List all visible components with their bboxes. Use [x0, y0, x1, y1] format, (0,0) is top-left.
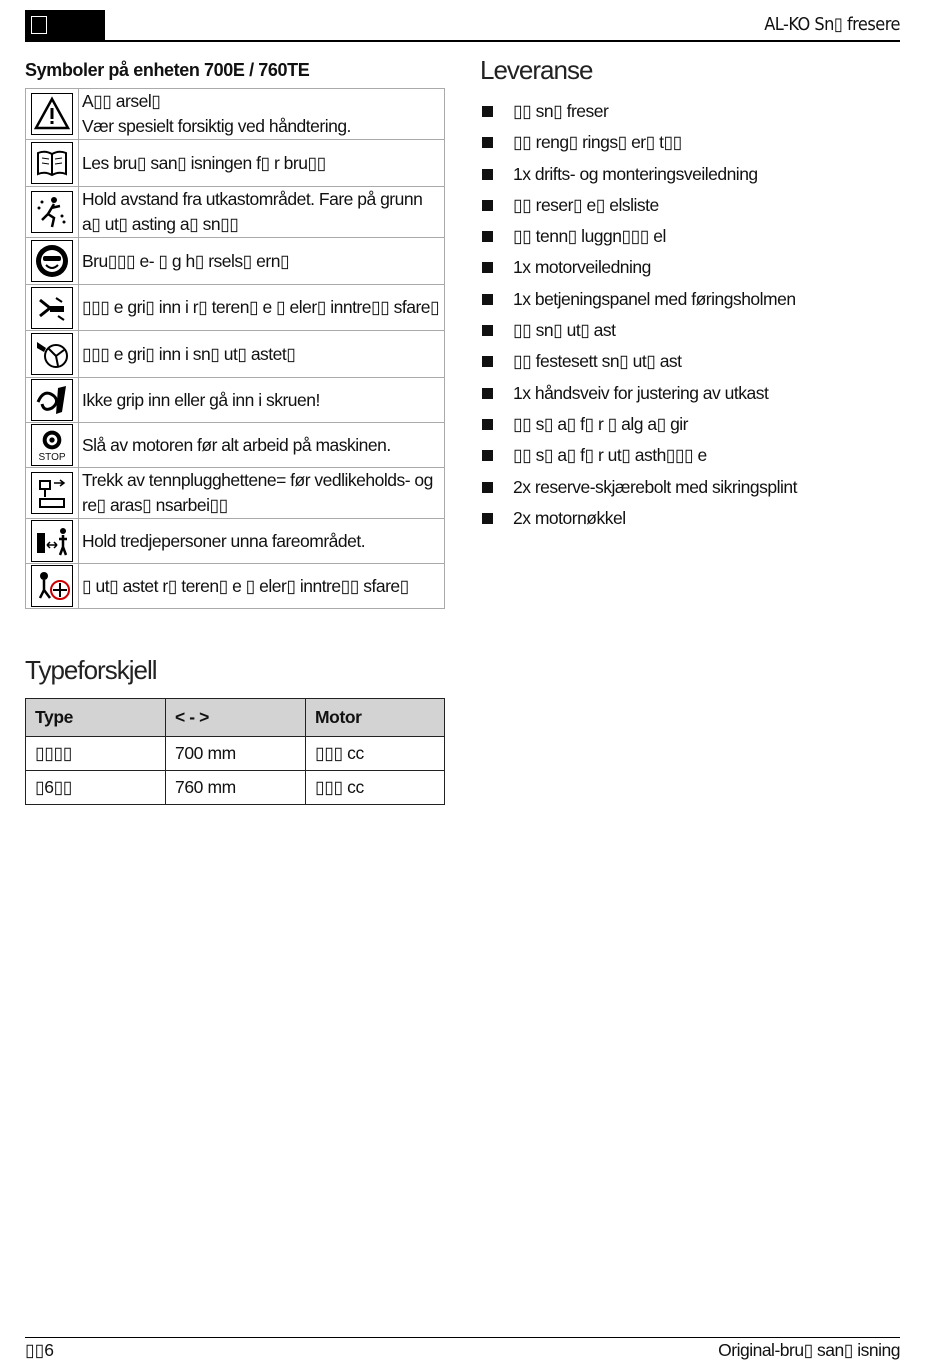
chute-hand-hazard-icon	[31, 333, 73, 375]
table-header-row	[26, 699, 445, 737]
square-bullet-icon	[482, 262, 493, 273]
square-bullet-icon	[482, 356, 493, 367]
list-item	[480, 253, 900, 284]
header-title: AL-KO Sn▯ fresere	[764, 14, 900, 35]
list-item	[480, 316, 900, 347]
symbol-text: ▯ ut▯ astet r▯ teren▯ e ▯ eler▯ inntre▯▯ sfare▯	[82, 575, 409, 596]
rotor-hazard-icon	[31, 287, 73, 329]
symbol-text: Ikke grip inn eller gå inn i skruen!	[82, 389, 320, 410]
list-item	[480, 285, 900, 316]
list-item	[480, 473, 900, 504]
list-item-text: ▯▯ reser▯ e▯ elsliste	[513, 194, 659, 215]
keep-distance-icon	[31, 520, 73, 562]
table-cell: 760 mm	[166, 771, 306, 805]
table-cell: ▯6▯▯	[26, 771, 166, 805]
list-item	[480, 441, 900, 472]
table-cell: ▯▯▯ cc	[306, 737, 445, 771]
header-square-icon	[31, 16, 47, 34]
page-number: ▯▯6	[25, 1340, 54, 1360]
header-rule	[25, 40, 900, 42]
symbol-text: A▯▯ arsel▯	[82, 91, 161, 111]
table-row	[26, 771, 445, 805]
symbol-text: Trekk av tennplugghettene= før vedlikeholds- og	[82, 470, 433, 490]
symbol-text: Slå av motoren før alt arbeid på maskinen.	[82, 434, 391, 455]
symbol-row	[26, 238, 445, 285]
symbol-row	[26, 331, 445, 378]
list-item-text: ▯▯ festesett sn▯ ut▯ ast	[513, 351, 682, 372]
square-bullet-icon	[482, 482, 493, 493]
list-item-text: 2x reserve-skjærebolt med sikringsplint	[513, 476, 797, 497]
square-bullet-icon	[482, 388, 493, 399]
symbol-row	[26, 468, 445, 519]
symbol-text: Hold tredjepersoner unna fareområdet.	[82, 530, 366, 551]
symbol-text: Vær spesielt forsiktig ved håndtering.	[82, 116, 351, 136]
table-row	[26, 737, 445, 771]
symbol-row	[26, 187, 445, 238]
warning-triangle-icon	[31, 93, 73, 135]
table-cell: 700 mm	[166, 737, 306, 771]
list-item	[480, 191, 900, 222]
column-header: Motor	[306, 699, 445, 737]
list-item-text: ▯▯ sn▯ ut▯ ast	[513, 320, 616, 341]
symbol-row	[26, 423, 445, 468]
footer-rule	[25, 1337, 900, 1338]
list-item	[480, 504, 900, 535]
ejected-rotor-hazard-icon	[31, 565, 73, 607]
list-item-text: 1x drifts- og monteringsveiledning	[513, 163, 758, 184]
eye-ear-protection-icon	[31, 240, 73, 282]
square-bullet-icon	[482, 513, 493, 524]
square-bullet-icon	[482, 200, 493, 211]
symbol-text: Les bru▯ san▯ isningen f▯ r bru▯▯	[82, 152, 326, 173]
symbol-row	[26, 378, 445, 423]
list-item-text: ▯▯ tenn▯ luggn▯▯▯ el	[513, 226, 666, 247]
list-item-text: 1x betjeningspanel med føringsholmen	[513, 288, 796, 309]
footer-title: Original-bru▯ san▯ isning	[718, 1340, 900, 1360]
symbol-text: re▯ aras▯ nsarbei▯▯	[82, 495, 228, 515]
symbol-row	[26, 89, 445, 140]
symbol-row	[26, 285, 445, 331]
symbol-text: Hold avstand fra utkastområdet. Fare på grunn	[82, 189, 423, 209]
delivery-list	[480, 97, 900, 535]
square-bullet-icon	[482, 231, 493, 242]
list-item-text: ▯▯ sn▯ freser	[513, 101, 609, 121]
list-item	[480, 97, 900, 128]
square-bullet-icon	[482, 325, 493, 336]
column-header: Type	[26, 699, 166, 737]
delivery-heading: Leveranse	[480, 55, 593, 85]
stop-engine-icon	[31, 424, 73, 466]
list-item	[480, 160, 900, 191]
list-item	[480, 379, 900, 410]
square-bullet-icon	[482, 137, 493, 148]
column-header: < - >	[166, 699, 306, 737]
table-cell: ▯▯▯ cc	[306, 771, 445, 805]
square-bullet-icon	[482, 294, 493, 305]
list-item	[480, 128, 900, 159]
types-heading: Typeforskjell	[25, 655, 157, 685]
symbol-row	[26, 564, 445, 609]
symbol-text: ▯▯▯ e gri▯ inn i r▯ teren▯ e ▯ eler▯ inntre▯▯ sfare▯	[82, 297, 440, 317]
list-item-text: ▯▯ s▯ a▯ f▯ r ut▯ asth▯▯▯ e	[513, 445, 707, 466]
symbol-text: Bru▯▯▯ e- ▯ g h▯ rsels▯ ern▯	[82, 250, 290, 271]
symbol-row	[26, 519, 445, 564]
list-item	[480, 347, 900, 378]
table-cell: ▯▯▯▯	[26, 737, 166, 771]
symbol-text: a▯ ut▯ asting a▯ sn▯▯	[82, 214, 239, 234]
list-item-text: 1x håndsveiv for justering av utkast	[513, 382, 769, 403]
square-bullet-icon	[482, 106, 493, 117]
square-bullet-icon	[482, 419, 493, 430]
list-item-text: ▯▯ s▯ a▯ f▯ r ▯ alg a▯ gir	[513, 413, 689, 434]
list-item-text: 1x motorveiledning	[513, 257, 651, 278]
list-item	[480, 222, 900, 253]
square-bullet-icon	[482, 450, 493, 461]
types-table	[25, 698, 445, 805]
list-item	[480, 410, 900, 441]
spark-plug-icon	[31, 472, 73, 514]
list-item-text: ▯▯ reng▯ rings▯ er▯ t▯▯	[513, 132, 682, 153]
manual-book-icon	[31, 142, 73, 184]
stop-label: STOP	[38, 451, 66, 463]
list-item-text: 2x motornøkkel	[513, 507, 626, 528]
square-bullet-icon	[482, 169, 493, 180]
thrown-objects-icon	[31, 191, 73, 233]
symbols-heading: Symboler på enheten 700E / 760TE	[25, 60, 310, 80]
symbol-row	[26, 140, 445, 187]
symbol-text: ▯▯▯ e gri▯ inn i sn▯ ut▯ astet▯	[82, 343, 296, 364]
symbols-table	[25, 88, 445, 609]
auger-hazard-icon	[31, 379, 73, 421]
